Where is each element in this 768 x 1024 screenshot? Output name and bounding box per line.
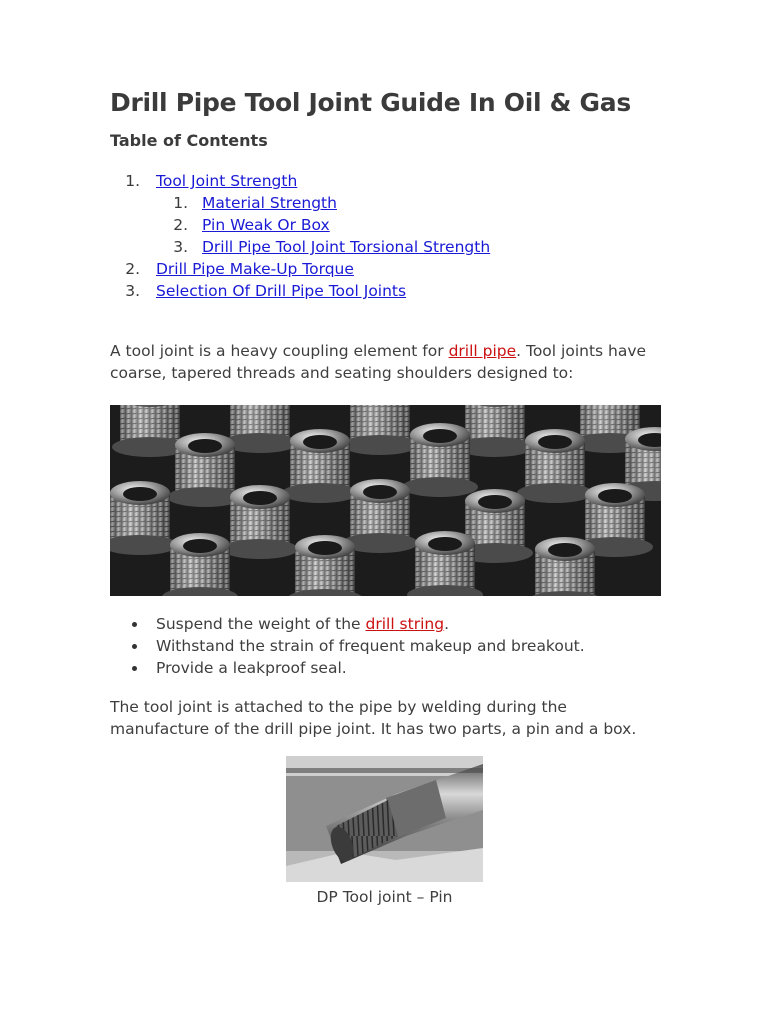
drill-string-link[interactable]: drill string xyxy=(365,615,445,633)
toc-link-selection-of-tool-joints[interactable]: Selection Of Drill Pipe Tool Joints xyxy=(156,282,407,300)
bullet-dot xyxy=(132,666,137,671)
drill-pipe-link[interactable]: drill pipe xyxy=(448,342,517,360)
image-caption: DP Tool joint – Pin xyxy=(316,888,453,906)
toc-item-number: 1. xyxy=(173,194,188,212)
toc-heading: Table of Contents xyxy=(110,131,268,150)
body-paragraph: The tool joint is attached to the pipe by welding during the manufacture of the drill pipe joint. It has two parts, a pin and a box. xyxy=(110,698,637,738)
intro-text-after: . Tool joints have coarse, tapered threads and seating shoulders designed to: xyxy=(110,342,647,382)
bullet-text: Provide a leakproof seal. xyxy=(156,659,347,677)
bullet-dot xyxy=(132,622,137,627)
intro-paragraph xyxy=(110,340,662,384)
page-title: Drill Pipe Tool Joint Guide In Oil & Gas xyxy=(110,88,631,117)
bullet-text xyxy=(156,613,449,635)
toc-link-pin-weak-or-box[interactable]: Pin Weak Or Box xyxy=(202,216,330,234)
bullet-text: Withstand the strain of frequent makeup and breakout. xyxy=(156,637,585,655)
bullet-text-before: Suspend the weight of the xyxy=(156,615,366,633)
toc-link-make-up-torque[interactable]: Drill Pipe Make-Up Torque xyxy=(156,260,354,278)
bullet-dot xyxy=(132,644,137,649)
bullet-text-after: . xyxy=(444,615,449,633)
toc-link-torsional-strength[interactable]: Drill Pipe Tool Joint Torsional Strength xyxy=(202,238,491,256)
toc-link-material-strength[interactable]: Material Strength xyxy=(202,194,337,212)
toc-item-number: 2. xyxy=(173,216,188,234)
toc-item-number: 3. xyxy=(173,238,188,256)
toc-link-tool-joint-strength[interactable]: Tool Joint Strength xyxy=(156,172,298,190)
pin-photo xyxy=(286,756,483,882)
tool-joints-photo xyxy=(110,405,661,596)
intro-text-before: A tool joint is a heavy coupling element for xyxy=(110,342,449,360)
toc-item-number: 3. xyxy=(125,282,140,300)
toc-item-number: 1. xyxy=(125,172,140,190)
toc-item-number: 2. xyxy=(125,260,140,278)
